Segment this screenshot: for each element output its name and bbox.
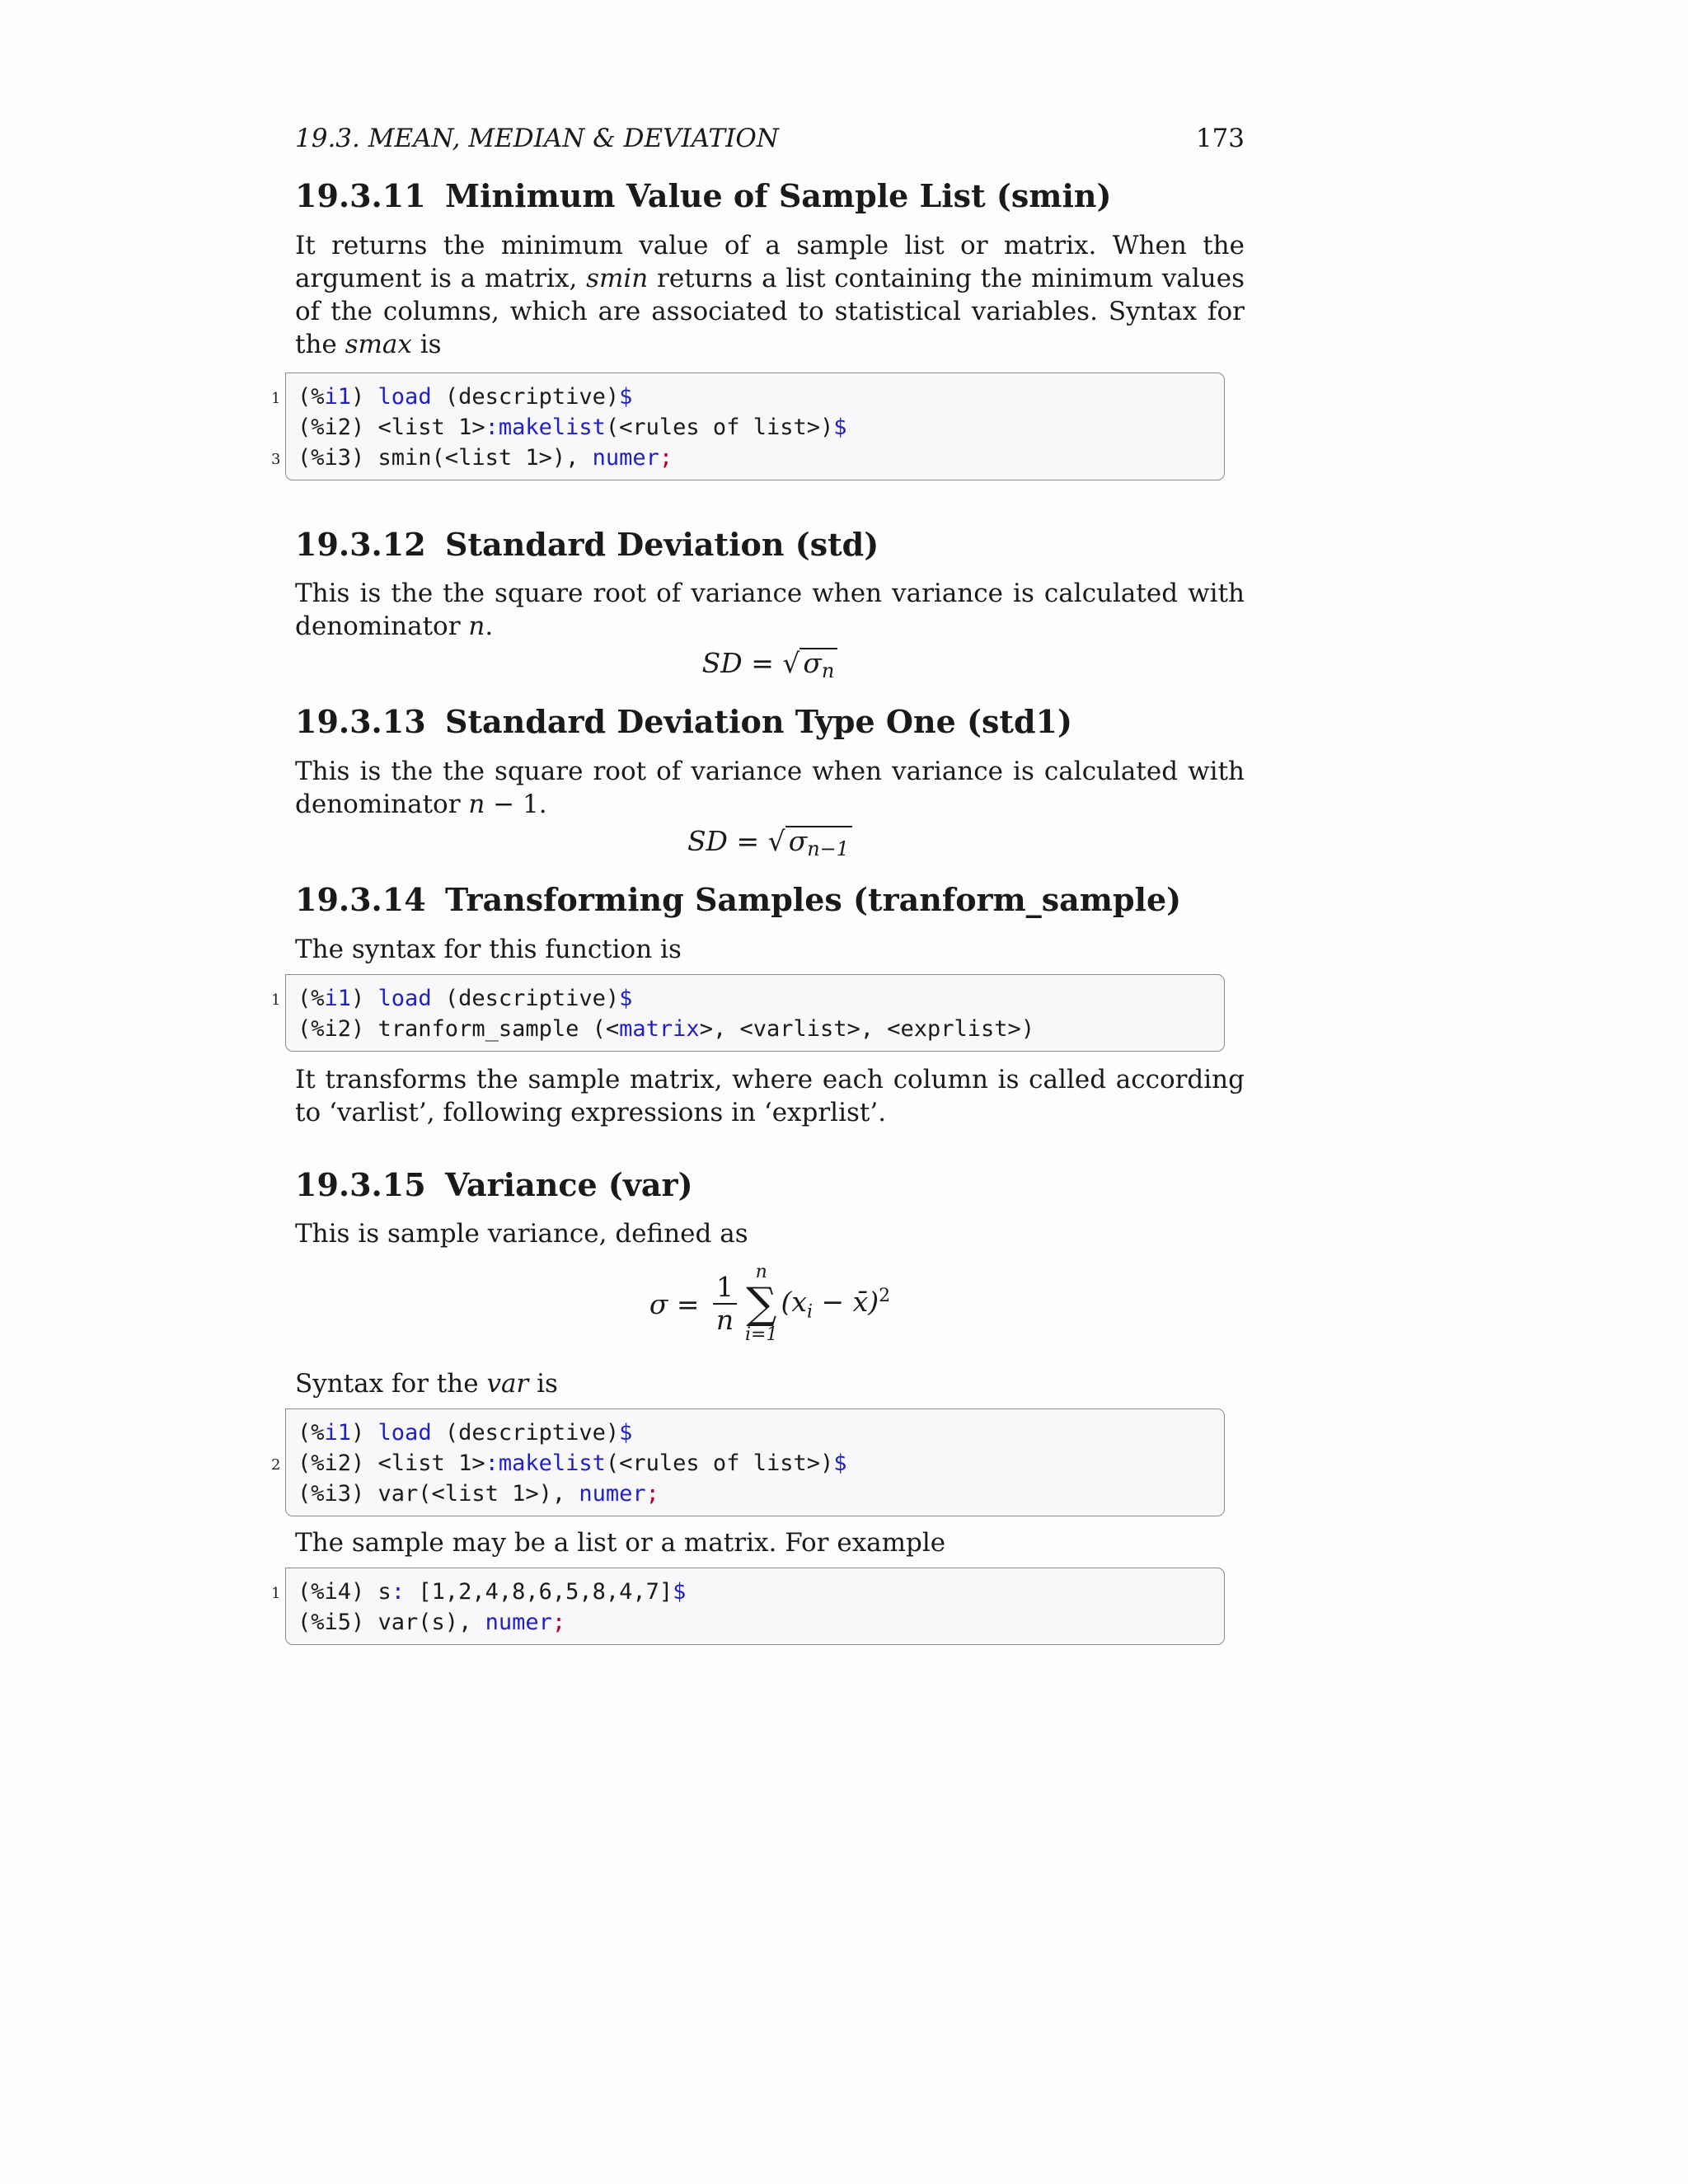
section-title: Minimum Value of Sample List (smin) bbox=[445, 177, 1112, 214]
paragraph-example-intro: The sample may be a list or a matrix. For example bbox=[295, 1528, 946, 1558]
code-line: 3 (%i3) smin(<list 1>), numer; bbox=[271, 444, 673, 471]
section-heading-transform-sample bbox=[295, 882, 1245, 918]
section-heading-var bbox=[295, 1167, 1245, 1203]
running-header bbox=[295, 124, 1245, 166]
code-block-smin bbox=[271, 373, 1225, 480]
paragraph-var-intro: This is sample variance, defined as bbox=[295, 1219, 748, 1249]
code-block-var bbox=[271, 1408, 1225, 1516]
paragraph-smin: It returns the minimum value of a sample list or matrix. When the argument is a matrix, smin returns a list containing the minimum values of the columns, which are associated to statistical variables. Syntax for the smax is bbox=[295, 230, 1245, 359]
code-line: 2 (%i2) <list 1>:makelist(<rules of list>)$ bbox=[271, 1451, 847, 1477]
paragraph-transform-after: It transforms the sample matrix, where each column is called according to ‘varlist’, following expressions in ‘exprlist’. bbox=[295, 1064, 1245, 1127]
equation-std1: SD = √ $\sigma_{n-1}$ bbox=[295, 821, 1245, 862]
section-title: Standard Deviation (std) bbox=[445, 525, 879, 563]
running-header-title: 19.3. MEAN, MEDIAN & DEVIATION bbox=[295, 124, 779, 153]
code-line: (%i1) load (descriptive)$ bbox=[298, 1420, 633, 1446]
code-line: (%i2) <list 1>:makelist(<rules of list>)$ bbox=[298, 414, 847, 440]
section-title: Variance (var) bbox=[445, 1165, 693, 1203]
code-block-transform bbox=[271, 974, 1225, 1052]
section-number: 19.3.12 bbox=[295, 525, 426, 563]
code-block-example bbox=[271, 1568, 1225, 1645]
paragraph-std1: This is the the square root of variance when variance is calculated with denominator n − 1. bbox=[295, 757, 1245, 820]
section-heading-std bbox=[295, 527, 1245, 563]
code-line: (%i3) var(<list 1>), numer; bbox=[298, 1481, 659, 1507]
paragraph-std: This is the the square root of variance when variance is calculated with denominator n. bbox=[295, 579, 1245, 642]
code-line: (%i5) var(s), numer; bbox=[298, 1610, 566, 1636]
paragraph-transform-intro: The syntax for this function is bbox=[295, 934, 682, 964]
document-page bbox=[271, 124, 1245, 1645]
section-number: 19.3.11 bbox=[295, 177, 426, 214]
code-line: 1 (%i4) s: [1,2,4,8,6,5,8,4,7]$ bbox=[271, 1579, 687, 1605]
equation-variance: σ = $\frac{1}{n}$ n ∑ i=1 ($x_i$ − x̄)$^2$ bbox=[649, 1262, 891, 1346]
section-number: 19.3.15 bbox=[295, 1165, 426, 1203]
section-number: 19.3.13 bbox=[295, 703, 426, 741]
equation-std: SD = √ $\sigma_n$ bbox=[295, 643, 1245, 684]
section-title: Standard Deviation Type One (std1) bbox=[445, 703, 1072, 741]
code-line: (%i2) tranform_sample (<matrix>, <varlist>, <exprlist>) bbox=[298, 1015, 1035, 1042]
section-heading-smin bbox=[295, 178, 1245, 214]
page-number: 173 bbox=[1195, 124, 1245, 153]
paragraph-var-syntax: Syntax for the var is bbox=[295, 1369, 558, 1399]
section-heading-std1 bbox=[295, 704, 1245, 740]
code-line: 1 (%i1) load (descriptive)$ bbox=[271, 383, 633, 410]
code-line: 1 (%i1) load (descriptive)$ bbox=[271, 985, 633, 1011]
section-title: Transforming Samples (tranform_sample) bbox=[445, 881, 1182, 919]
section-number: 19.3.14 bbox=[295, 881, 426, 919]
